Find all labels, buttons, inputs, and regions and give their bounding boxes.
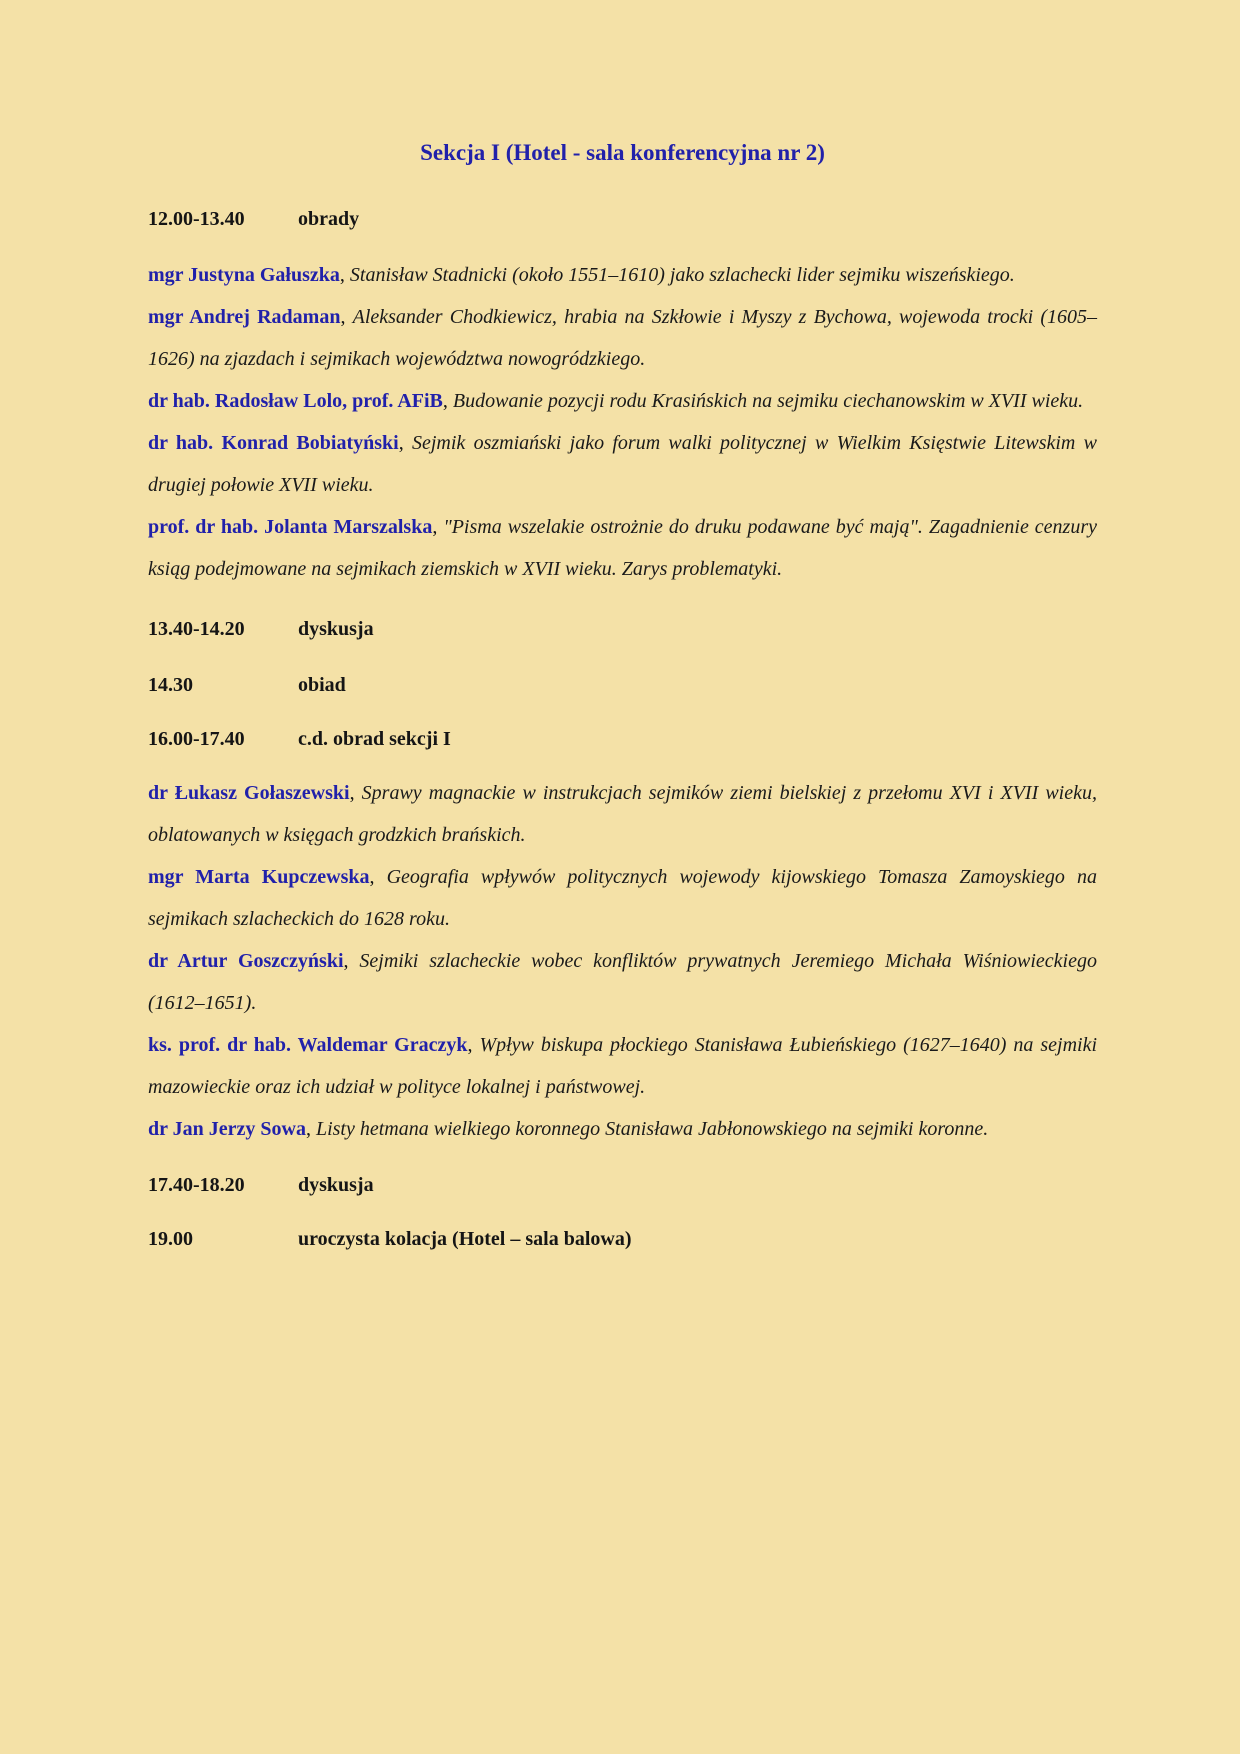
schedule-label: uroczysta kolacja (Hotel – sala balowa) <box>298 1228 632 1250</box>
schedule-row <box>148 206 1097 232</box>
speaker-title-separator: , <box>340 306 353 328</box>
schedule-label: c.d. obrad sekcji I <box>298 728 451 750</box>
talk-title: Geografia wpływów politycznych wojewody kijowskiego Tomasza Zamoyskiego na sejmikach szlacheckich do 1628 roku. <box>148 866 1098 930</box>
speaker-title-separator: , <box>343 950 360 972</box>
speaker-title-separator: , <box>339 264 350 286</box>
talk-entry <box>148 856 1097 940</box>
speaker-title-separator: , <box>398 432 412 454</box>
schedule-time: 16.00-17.40 <box>148 728 245 750</box>
schedule-time: 17.40-18.20 <box>148 1174 245 1196</box>
speaker-title-separator: , <box>442 390 453 412</box>
talk-title: Sprawy magnackie w instrukcjach sejmików ziemi bielskiej z przełomu XVI i XVII wieku, oblatowanych w księgach grodzkich brańskich. <box>148 782 1097 846</box>
schedule-time: 12.00-13.40 <box>148 208 245 230</box>
schedule-row <box>148 616 1097 642</box>
speaker-name: mgr Justyna Gałuszka <box>148 264 340 286</box>
talks-block-afternoon <box>148 772 1097 1150</box>
talk-title: Wpływ biskupa płockiego Stanisława Łubieńskiego (1627–1640) na sejmiki mazowieckie oraz ich udział w polityce lokalnej i państwowej. <box>148 1034 1098 1098</box>
schedule-row <box>148 672 1097 698</box>
schedule-row <box>148 1226 1097 1252</box>
speaker-name: dr hab. Radosław Lolo, prof. AFiB <box>148 390 443 412</box>
speaker-name: dr Jan Jerzy Sowa <box>148 1118 306 1140</box>
schedule-row <box>148 726 1097 752</box>
speaker-name: ks. prof. dr hab. Waldemar Graczyk <box>148 1034 468 1056</box>
talk-title: Stanisław Stadnicki (około 1551–1610) jako szlachecki lider sejmiku wiszeńskiego. <box>349 264 1015 286</box>
talk-entry <box>148 940 1097 1024</box>
schedule-time: 19.00 <box>148 1228 193 1250</box>
speaker-name: dr Artur Goszczyński <box>148 950 344 972</box>
talk-title: Sejmik oszmiański jako forum walki politycznej w Wielkim Księstwie Litewskim w drugiej połowie XVII wieku. <box>148 432 1097 496</box>
speaker-title-separator: , <box>432 516 444 538</box>
talk-title: "Pisma wszelakie ostrożnie do druku podawane być mają". Zagadnienie cenzury ksiąg podejmowane na sejmikach ziemskich w XVII wieku. Zarys problematyki. <box>148 516 1097 580</box>
speaker-title-separator: , <box>467 1034 480 1056</box>
talk-entry <box>148 380 1097 422</box>
talk-title: Listy hetmana wielkiego koronnego Stanisława Jabłonowskiego na sejmiki koronne. <box>315 1118 989 1140</box>
speaker-name: dr Łukasz Gołaszewski <box>148 782 350 804</box>
schedule-row <box>148 1172 1097 1198</box>
talk-entry <box>148 1108 1097 1150</box>
talks-block-morning <box>148 254 1097 590</box>
talk-entry <box>148 772 1097 856</box>
speaker-title-separator: , <box>305 1118 316 1140</box>
talk-entry <box>148 506 1097 590</box>
speaker-name: dr hab. Konrad Bobiatyński <box>148 432 399 454</box>
schedule-label: dyskusja <box>298 618 374 640</box>
schedule-label: obiad <box>298 674 346 696</box>
talk-title: Sejmiki szlacheckie wobec konfliktów prywatnych Jeremiego Michała Wiśniowieckiego (1612–1651). <box>148 950 1097 1014</box>
schedule-label: dyskusja <box>298 1174 374 1196</box>
talk-title: Aleksander Chodkiewicz, hrabia na Szkłowie i Myszy z Bychowa, wojewoda trocki (1605–1626) na zjazdach i sejmikach województwa nowogródzkiego. <box>148 306 1098 370</box>
speaker-title-separator: , <box>349 782 362 804</box>
schedule-time: 14.30 <box>148 674 193 696</box>
speaker-title-separator: , <box>369 866 387 888</box>
speaker-name: mgr Andrej Radaman <box>148 306 341 328</box>
page-title: Sekcja I (Hotel - sala konferencyjna nr 2) <box>420 140 825 165</box>
speaker-name: prof. dr hab. Jolanta Marszalska <box>148 516 433 538</box>
schedule-label: obrady <box>298 208 360 230</box>
talk-title: Budowanie pozycji rodu Krasińskich na sejmiku ciechanowskim w XVII wieku. <box>452 390 1084 412</box>
speaker-name: mgr Marta Kupczewska <box>148 866 370 888</box>
talk-entry <box>148 254 1097 296</box>
talk-entry <box>148 296 1097 380</box>
talk-entry <box>148 422 1097 506</box>
schedule-time: 13.40-14.20 <box>148 618 245 640</box>
talk-entry <box>148 1024 1097 1108</box>
